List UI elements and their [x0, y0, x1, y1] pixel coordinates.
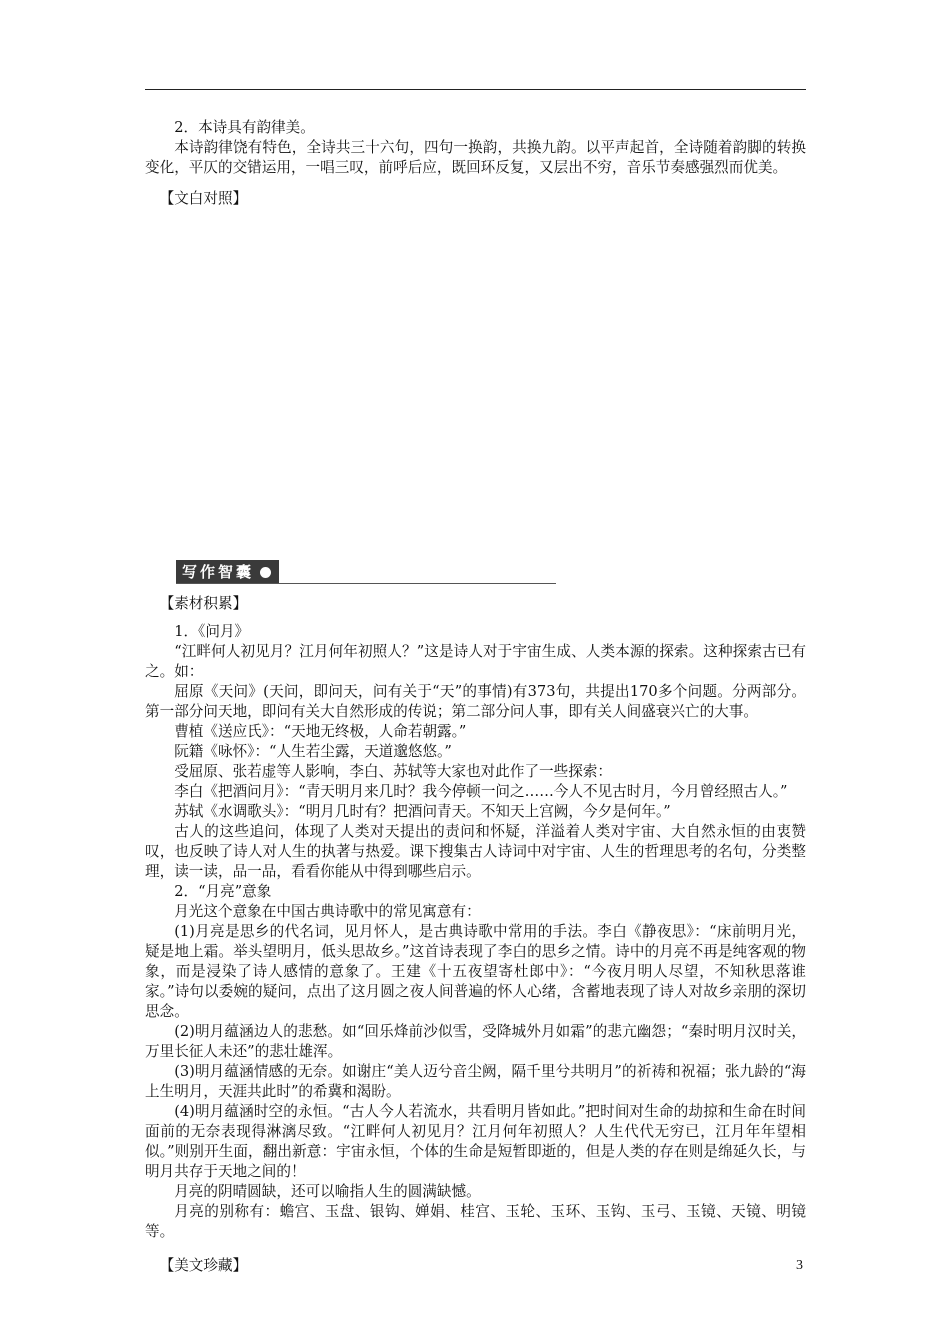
moon-paragraph: (3)明月蕴涵情感的无奈。如谢庄“美人迈兮音尘阙，隔千里兮共明月”的祈祷和祝福；张九龄的“海上生明月，天涯共此时”的希冀和渴盼。 [145, 1063, 806, 1100]
item2-title: 2．“月亮”意象 [174, 883, 272, 900]
moon-paragraph: (2)明月蕴涵边人的悲愁。如“回乐烽前沙似雪，受降城外月如霜”的悲亢幽怨；“秦时明月汉时关，万里长征人未还”的悲壮雄浑。 [145, 1023, 806, 1060]
meiwen-heading: 【美文珍藏】 [159, 1257, 248, 1274]
section-banner [145, 558, 806, 586]
wenbai-heading: 【文白对照】 [159, 190, 248, 207]
sucai-paragraph: 阮籍《咏怀》：“人生若尘露，天道邈悠悠。” [174, 743, 452, 760]
moon-paragraph: 月亮的别称有：蟾宫、玉盘、银钩、婵娟、桂宫、玉轮、玉环、玉钩、玉弓、玉镜、天镜、明镜等。 [145, 1203, 806, 1240]
page-number: 3 [796, 1258, 803, 1273]
sucai-paragraph: 古人的这些追问，体现了人类对天提出的责问和怀疑，洋溢着人类对宇宙、大自然永恒的由衷赞叹，也反映了诗人对人生的执著与热爱。课下搜集古人诗词中对宇宙、人生的哲理思考的名句，分类整理，读一读，品一品，看看你能从中得到哪些启示。 [145, 823, 806, 880]
banner-box [176, 560, 279, 584]
page-body [145, 118, 806, 1276]
header-rule [145, 89, 806, 90]
sucai-paragraph: “江畔何人初见月？江月何年初照人？”这是诗人对于宇宙生成、人类本源的探索。这种探索古已有之。如： [145, 643, 806, 680]
sucai-paragraph: 苏轼《水调歌头》：“明月几时有？把酒问青天。不知天上宫阙，今夕是何年。” [174, 803, 671, 820]
banner-underline [176, 583, 556, 584]
item1-title: 1．《问月》 [174, 623, 250, 640]
sucai-heading: 【素材积累】 [159, 595, 248, 612]
sucai-paragraph: 李白《把酒问月》：“青天明月来几时？我今停顿一问之……今人不见古时月，今月曾经照古人。” [174, 783, 788, 800]
part1-heading: 2．本诗具有韵律美。 [174, 119, 315, 136]
banner-title: 写作智囊 [182, 563, 255, 581]
sucai-paragraph: 受屈原、张若虚等人影响，李白、苏轼等大家也对此作了一些探索： [174, 763, 613, 780]
moon-paragraph: (1)月亮是思乡的代名词，见月怀人，是古典诗歌中常用的手法。李白《静夜思》：“床前明月光，疑是地上霜。举头望明月，低头思故乡。”这首诗表现了李白的思乡之情。诗中的月亮不再是纯客观的物象，而是浸染了诗人感情的意象了。王建《十五夜望寄杜郎中》：“今夜月明人尽望，不知秋思落谁家。”诗句以委婉的疑问，点出了这月圆之夜人间普遍的怀人心绪，含蓄地表现了诗人对故乡亲朋的深切思念。 [145, 923, 806, 1020]
bullet-dot-icon [260, 567, 271, 578]
part1-paragraph: 本诗韵律饶有特色，全诗共三十六句，四句一换韵，共换九韵。以平声起首，全诗随着韵脚的转换变化，平仄的交错运用，一唱三叹，前呼后应，既回环反复，又层出不穷，音乐节奏感强烈而优美。 [145, 139, 806, 176]
moon-paragraph: (4)明月蕴涵时空的永恒。“古人今人若流水，共看明月皆如此。”把时间对生命的劫掠和生命在时间面前的无奈表现得淋漓尽致。“江畔何人初见月？江月何年初照人？人生代代无穷已，江月年年望相似。”则别开生面，翻出新意：宇宙永恒，个体的生命是短暂即逝的，但是人类的存在则是绵延久长，与明月共存于天地之间的！ [145, 1103, 806, 1180]
blank-area [145, 209, 806, 558]
sucai-paragraph: 曹植《送应氏》：“天地无终极，人命若朝露。” [174, 723, 467, 740]
moon-paragraph: 月亮的阴晴圆缺，还可以喻指人生的圆满缺憾。 [174, 1183, 481, 1200]
moon-paragraph: 月光这个意象在中国古典诗歌中的常见寓意有： [174, 903, 481, 920]
sucai-paragraph: 屈原《天问》(天问，即问天，问有关于“天”的事情)有373句，共提出170多个问题。分两部分。第一部分问天地，即问有关大自然形成的传说；第二部分问人事，即有关人间盛衰兴亡的大事。 [145, 683, 806, 720]
